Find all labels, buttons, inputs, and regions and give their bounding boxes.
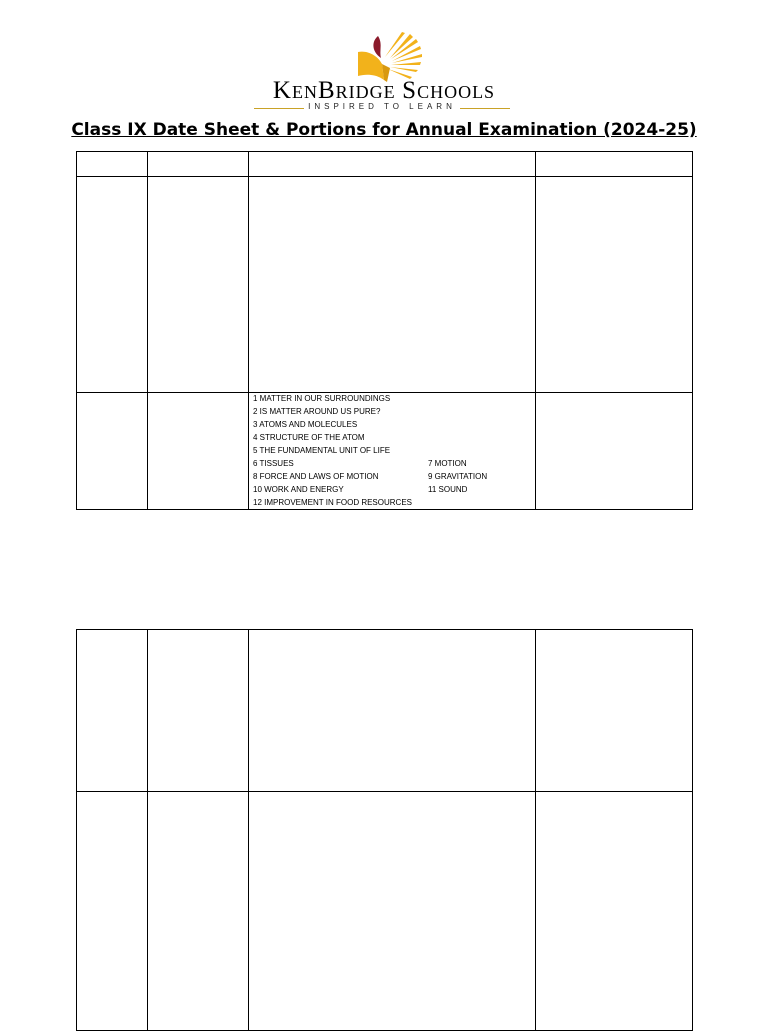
science-syllabus-list [253,392,533,509]
list-item: 1 MATTER IN OUR SURROUNDINGS [253,394,391,403]
table-cell [535,392,693,510]
table-cell [535,629,693,792]
table-header-cell [535,151,693,177]
logo-emblem-icon [358,32,422,82]
table-cell [248,629,536,792]
page-title: Class IX Date Sheet & Portions for Annual Examination (2024-25) [71,120,697,140]
tagline: INSPIRED TO LEARN [308,102,456,111]
table-cell [76,392,148,510]
table-cell [76,629,148,792]
table-header-cell [76,151,148,177]
list-item: 10 WORK AND ENERGY 11 SOUND [253,485,468,494]
table-header-cell [248,151,536,177]
table-cell [248,176,536,393]
table-cell [147,629,249,792]
list-item: 8 FORCE AND LAWS OF MOTION 9 GRAVITATION [253,472,488,481]
tagline-rule-right [460,108,510,109]
list-item: 6 TISSUES 7 MOTION [253,459,467,468]
table-cell [147,791,249,1031]
table-cell [147,392,249,510]
table-cell [76,176,148,393]
table-header-cell [147,151,249,177]
list-item: 12 IMPROVEMENT IN FOOD RESOURCES [253,498,412,507]
table-cell [248,791,536,1031]
list-item: 3 ATOMS AND MOLECULES [253,420,358,429]
table-cell [147,176,249,393]
list-item: 5 THE FUNDAMENTAL UNIT OF LIFE [253,446,391,455]
list-item: 2 IS MATTER AROUND US PURE? [253,407,381,416]
table-cell [535,791,693,1031]
table-cell [535,176,693,393]
tagline-block [254,102,510,114]
table-cell [76,791,148,1031]
list-item: 4 STRUCTURE OF THE ATOM [253,433,365,442]
brand-name: KENBRIDGE SCHOOLS [272,77,496,104]
